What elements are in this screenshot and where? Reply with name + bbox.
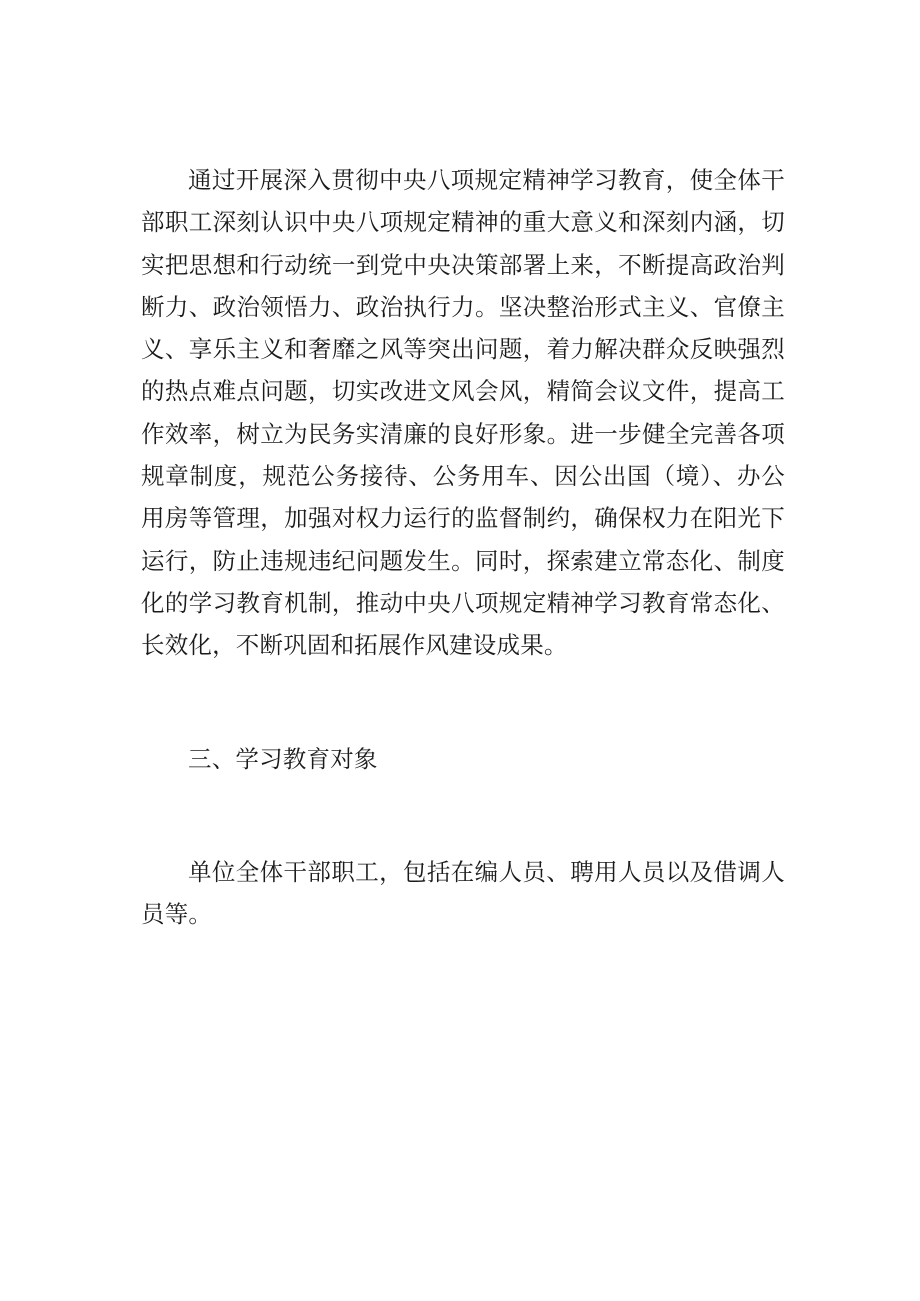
document-body (141, 159, 785, 935)
participants-paragraph: 单位全体干部职工，包括在编人员、聘用人员以及借调人员等。 (141, 857, 785, 929)
section-heading: 三、学习教育对象 (188, 744, 378, 773)
objectives-paragraph: 通过开展深入贯彻中央八项规定精神学习教育，使全体干部职工深刻认识中央八项规定精神的重大意义和深刻内涵，切实把思想和行动统一到党中央决策部署上来，不断提高政治判断力、政治领悟力、政治执行力。坚决整治形式主义、官僚主义、享乐主义和奢靡之风等突出问题，着力解决群众反映强烈的热点难点问题，切实改进文风会风，精简会议文件，提高工作效率，树立为民务实清廉的良好形象。进一步健全完善各项规章制度，规范公务接待、公务用车、因公出国（境）、办公用房等管理，加强对权力运行的监督制约，确保权力在阳光下运行，防止违规违纪问题发生。同时，探索建立常态化、制度化的学习教育机制，推动中央八项规定精神学习教育常态化、长效化，不断巩固和拓展作风建设成果。 (141, 166, 785, 660)
